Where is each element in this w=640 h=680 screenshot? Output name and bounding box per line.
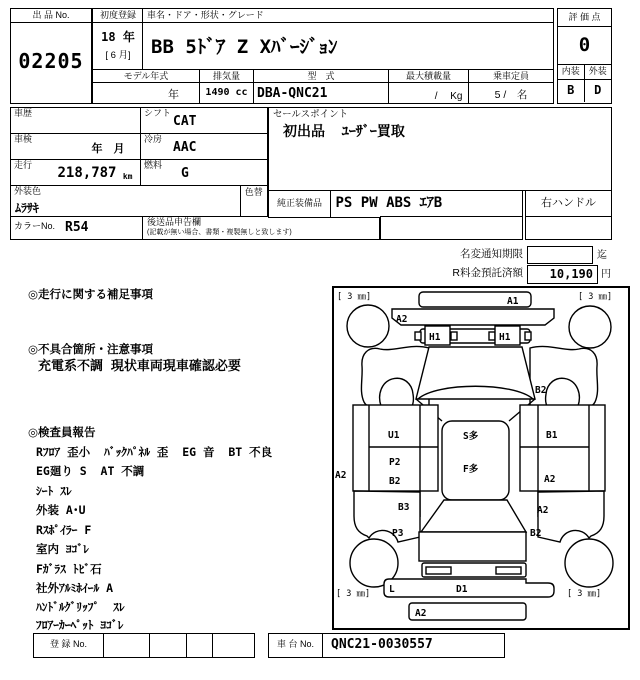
inspector-line: ﾊﾝﾄﾞﾙｸﾞﾘｯﾌﾟ ｽﾚ — [36, 600, 125, 614]
max-load-value: / Kg — [434, 91, 463, 102]
damage-code-l-rear: L — [389, 584, 395, 595]
mileage-value: 218,787 — [57, 165, 117, 181]
car-name-value: BB 5ﾄﾞｱ Z Xﾊﾞｰｼﾞｮﾝ — [151, 36, 338, 58]
tread-label-rl: [ 3 ㎜] — [336, 589, 371, 599]
exterior-grade: D — [594, 83, 602, 97]
grade-values — [558, 80, 611, 102]
defect-body: 充電系不調 現状車両現車確認必要 — [38, 359, 241, 374]
sales-point-box — [268, 107, 612, 191]
displacement-value: 1490 cc — [205, 87, 248, 98]
damage-code-p3: P3 — [392, 528, 404, 539]
grille-clip — [415, 332, 421, 340]
damage-code-a2-rear: A2 — [415, 608, 427, 619]
inspector-title: ◎検査員報告 — [28, 427, 96, 439]
damage-code-a2-front: A2 — [396, 314, 408, 325]
steering-value: 右ハンドル — [541, 196, 596, 209]
history-box — [10, 107, 142, 134]
sales-point-label: セールスポイント — [273, 109, 349, 120]
mileage-note-title: ◎走行に関する補足事項 — [28, 289, 154, 301]
car-name-label: 車名・ドア・形状・グレード — [143, 9, 553, 23]
reg-no-divider — [186, 634, 187, 657]
model-code-value: DBA-QNC21 — [257, 86, 328, 101]
exterior-label: 外装 — [588, 66, 607, 76]
name-change-field — [527, 246, 593, 264]
lot-box — [10, 8, 92, 104]
right-side-grid — [520, 405, 605, 491]
damage-code-u1: U1 — [388, 430, 400, 441]
car-damage-diagram — [332, 286, 630, 631]
ext-color-value: ﾑﾗｻｷ — [15, 200, 40, 215]
taillight-left — [426, 567, 451, 574]
inspector-line: Fｶﾞﾗｽ ﾄﾋﾞ石 — [36, 562, 102, 576]
equipment-label-box — [268, 190, 331, 218]
tread-label-rr: [ 3 ㎜] — [567, 589, 602, 599]
damage-code-f-many: F多 — [463, 464, 479, 475]
tread-label-fl: [ 3 ㎜] — [337, 292, 372, 302]
damage-code-b2-fr-fender: B2 — [535, 385, 547, 396]
name-change-suffix: 迄 — [597, 250, 607, 261]
inspection-box — [10, 133, 142, 160]
grille-clip — [489, 332, 495, 340]
color-no-box — [10, 216, 144, 240]
model-year-label: モデル年式 — [93, 70, 199, 83]
fuel-box — [140, 159, 268, 186]
taillight-right — [496, 567, 521, 574]
inspector-line: 社外ｱﾙﾐﾎｲｰﾙ A — [36, 581, 114, 595]
inspection-label: 車検 — [14, 134, 33, 144]
damage-code-a2-sill-left: A2 — [335, 470, 347, 481]
displacement-box — [199, 69, 255, 104]
capacity-box — [468, 69, 554, 104]
equipment-box — [330, 190, 523, 218]
car-name-box — [142, 8, 554, 71]
damage-code-s-many: S多 — [463, 431, 479, 442]
inspection-value: 年 月 — [91, 142, 125, 155]
mileage-unit: km — [122, 172, 133, 181]
shift-value: CAT — [173, 114, 197, 129]
damage-code-a2-quarter-right: A2 — [537, 505, 549, 516]
damage-code-b1: B1 — [546, 430, 558, 441]
equipment-value: PS PW ABS ｴｱB — [335, 194, 443, 211]
rear-bumper-lower — [409, 603, 526, 620]
ac-label: 冷房 — [144, 134, 163, 144]
max-load-box — [388, 69, 470, 104]
inspector-line: EG廻り S AT 不調 — [36, 464, 145, 478]
later-goods-box — [142, 216, 380, 240]
front-bumper-lower — [392, 309, 554, 325]
inspector-line: Rｽﾎﾟｲﾗｰ F — [36, 523, 92, 537]
inspector-line: Rﾌﾛｱ 歪小 ﾊﾞｯｸﾊﾟﾈﾙ 歪 EG 音 BT 不良 — [36, 445, 273, 459]
reg-no-divider — [212, 634, 213, 657]
damage-code-h1-right: H1 — [499, 332, 511, 343]
lot-no-label: 出 品 No. — [11, 9, 91, 23]
color-change-box — [240, 185, 268, 218]
capacity-value: 5 / 名 — [494, 89, 528, 101]
fuel-label: 燃料 — [144, 160, 163, 170]
score-value: 0 — [558, 27, 611, 65]
ext-color-box — [10, 185, 242, 218]
damage-code-b2-quarter-right: B2 — [530, 528, 542, 539]
name-change-label: 名変通知期限 — [460, 248, 523, 260]
inspector-line: 外装 A･U — [36, 503, 86, 517]
tread-label-fr: [ 3 ㎜] — [578, 292, 613, 302]
wheel-front-left — [347, 305, 389, 347]
recycle-label: R料金預託済額 — [452, 267, 523, 279]
score-box — [557, 8, 612, 104]
grille-clip — [525, 332, 531, 340]
defect-title: ◎不具合箇所・注意事項 — [28, 344, 154, 356]
fuel-value: G — [181, 166, 189, 181]
first-reg-label: 初度登録 — [93, 9, 143, 23]
color-no-label: カラーNo. — [14, 221, 56, 231]
first-reg-box — [92, 8, 144, 71]
reg-no-box — [33, 633, 255, 658]
score-label: 評 価 点 — [558, 9, 611, 27]
recycle-suffix: 円 — [601, 269, 611, 280]
wheel-rear-right — [565, 539, 613, 587]
reg-no-label: 登 録 No. — [34, 634, 104, 657]
damage-code-a2-door-right: A2 — [544, 474, 556, 485]
empty-cell-1 — [380, 216, 523, 240]
recycle-field — [527, 265, 598, 284]
inspector-line: ｼｰﾄ ｽﾚ — [36, 484, 72, 498]
model-year-value: 年 — [168, 89, 179, 101]
ac-value: AAC — [173, 140, 197, 155]
mileage-box — [10, 159, 142, 186]
model-year-box — [92, 69, 200, 104]
chassis-box — [268, 633, 505, 658]
damage-code-d1: D1 — [456, 584, 468, 595]
grille-clip — [451, 332, 457, 340]
max-load-label: 最大積載量 — [389, 70, 469, 83]
damage-code-b2-door-left: B2 — [389, 476, 401, 487]
inspector-line: 室内 ﾖｺﾞﾚ — [36, 542, 89, 556]
sales-point-value: 初出品 ﾕｰｻﾞｰ買取 — [283, 124, 405, 140]
color-no-value: R54 — [65, 220, 89, 235]
interior-label: 内装 — [558, 65, 585, 79]
ac-box — [140, 133, 268, 160]
ext-color-label: 外装色 — [14, 185, 42, 196]
chassis-no: QNC21-0030557 — [331, 637, 433, 652]
grade-labels — [558, 65, 611, 80]
interior-grade: B — [558, 80, 585, 102]
first-reg-year: 18 年 — [101, 30, 135, 44]
first-reg-month: [ 6 月] — [105, 50, 131, 61]
color-change-label: 色替 — [244, 186, 263, 197]
damage-code-h1-left: H1 — [429, 332, 441, 343]
chassis-label: 車 台 No. — [269, 634, 323, 657]
shift-label: シフト — [144, 108, 172, 118]
lot-no-value: 02205 — [18, 49, 84, 73]
damage-code-p2: P2 — [389, 457, 401, 468]
displacement-label: 排気量 — [200, 70, 254, 83]
model-code-box — [253, 69, 389, 104]
wheel-front-right — [569, 306, 611, 348]
history-label: 車歴 — [14, 108, 33, 118]
steering-box — [525, 190, 612, 218]
model-code-label: 型 式 — [254, 70, 388, 83]
later-goods-note: (記載が無い場合、書類・複製無しと致します) — [147, 229, 292, 236]
damage-code-b3: B3 — [398, 502, 410, 513]
later-goods-label: 後送品申告欄 — [147, 217, 202, 227]
reg-no-divider — [149, 634, 150, 657]
shift-box — [140, 107, 268, 134]
capacity-label: 乗車定員 — [469, 70, 553, 83]
mileage-label: 走行 — [14, 160, 33, 170]
equipment-label: 純正装備品 — [276, 197, 322, 208]
recycle-value: 10,190 — [549, 267, 593, 281]
empty-cell-2 — [525, 216, 612, 240]
tailgate — [419, 532, 526, 561]
damage-code-a1: A1 — [507, 296, 519, 307]
inspector-line: ﾌﾛｱｰｶｰﾍﾟｯﾄ ﾖｺﾞﾚ — [36, 618, 124, 632]
